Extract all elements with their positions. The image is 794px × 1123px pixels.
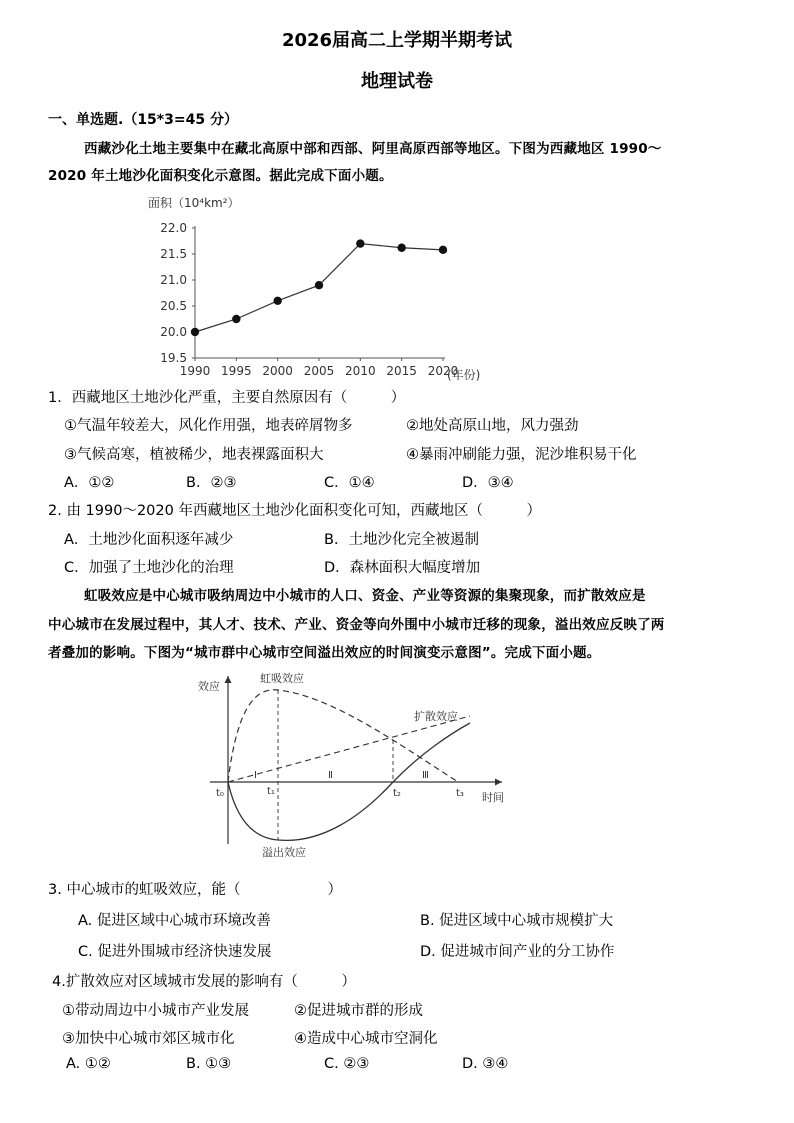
x-tick-label: 1990 <box>179 364 211 378</box>
data-point <box>439 246 447 254</box>
q1-stem: 1．西藏地区土地沙化严重，主要自然原因有（ ） <box>48 390 406 406</box>
siphon-label: 虹吸效应 <box>260 672 304 685</box>
q4-option-a[interactable]: A. ①② <box>66 1056 111 1072</box>
passage1-line1: 西藏沙化土地主要集中在藏北高原中部和西部、阿里高原西部等地区。下图为西藏地区 1990～ <box>84 141 662 157</box>
q1-statement-2: ②地处高原山地，风力强劲 <box>406 418 579 434</box>
q3-option-d[interactable]: D. 促进城市间产业的分工协作 <box>420 944 615 960</box>
chart-ylabel: 面积（10⁴km²） <box>148 196 240 210</box>
t3-label: t₃ <box>456 788 464 799</box>
q4-statement-3: ③加快中心城市郊区城市化 <box>62 1031 235 1047</box>
data-point <box>397 244 405 252</box>
chart-xunit: (年份) <box>447 368 481 382</box>
q1-statement-1: ①气温年较差大，风化作用强，地表碎屑物多 <box>64 418 353 434</box>
exam-subtitle: 地理试卷 <box>361 71 433 92</box>
chart-axes <box>195 226 445 358</box>
x-tick-label: 2010 <box>345 364 376 378</box>
spillover-label: 溢出效应 <box>262 846 306 859</box>
y-tick-label: 20.5 <box>160 299 187 313</box>
q2-option-c[interactable]: C．加强了土地沙化的治理 <box>64 560 234 576</box>
q2-option-b[interactable]: B．土地沙化完全被遏制 <box>324 532 479 548</box>
x-tick-label: 2000 <box>262 364 293 378</box>
t0-label: t₀ <box>216 788 224 799</box>
stage-2-label: Ⅱ <box>328 770 333 781</box>
q4-statement-1: ①带动周边中小城市产业发展 <box>62 1003 249 1019</box>
spillover-effect-diagram <box>190 668 520 863</box>
desertification-line-chart <box>140 190 520 386</box>
siphon-curve <box>228 690 458 782</box>
q2-stem: 2. 由 1990～2020 年西藏地区土地沙化面积变化可知，西藏地区（ ） <box>48 503 541 519</box>
stage-3-label: Ⅲ <box>422 770 429 781</box>
q1-statement-3: ③气候高寒，植被稀少，地表裸露面积大 <box>64 447 324 463</box>
q3-stem: 3. 中心城市的虹吸效应，能（ ） <box>48 882 342 898</box>
data-point <box>232 315 240 323</box>
q1-option-d[interactable]: D．③④ <box>462 475 514 491</box>
y-tick-label: 19.5 <box>160 351 187 365</box>
q1-statement-4: ④暴雨冲刷能力强，泥沙堆积易干化 <box>406 447 637 463</box>
x-tick-label: 2005 <box>303 364 335 378</box>
q2-option-d[interactable]: D．森林面积大幅度增加 <box>324 560 481 576</box>
q1-option-c[interactable]: C．①④ <box>324 475 375 491</box>
data-point <box>356 239 364 247</box>
data-point <box>273 297 281 305</box>
data-point <box>315 281 323 289</box>
q1-option-a[interactable]: A．①② <box>64 475 115 491</box>
q3-option-c[interactable]: C. 促进外围城市经济快速发展 <box>78 944 272 960</box>
t2-label: t₂ <box>393 788 401 799</box>
y-tick-label: 21.0 <box>160 273 187 287</box>
passage2-line1: 虹吸效应是中心城市吸纳周边中小城市的人口、资金、产业等资源的集聚现象，而扩散效应是 <box>84 588 646 604</box>
x-ticks <box>180 358 459 378</box>
q4-stem: 4.扩散效应对区域城市发展的影响有（ ） <box>52 974 356 990</box>
x-axis-label: 时间 <box>482 791 504 804</box>
y-tick-label: 20.0 <box>160 325 187 339</box>
diffusion-line <box>228 716 470 782</box>
q4-statement-4: ④造成中心城市空洞化 <box>294 1031 438 1047</box>
y-axis-label: 效应 <box>198 680 220 693</box>
x-tick-label: 2015 <box>386 364 417 378</box>
q4-option-b[interactable]: B. ①③ <box>186 1056 232 1072</box>
passage1-line2: 2020 年土地沙化面积变化示意图。据此完成下面小题。 <box>48 168 393 184</box>
exam-title: 2026届高二上学期半期考试 <box>281 30 513 51</box>
t1-label: t₁ <box>267 786 275 797</box>
y-tick-label: 22.0 <box>160 221 187 235</box>
y-tick-label: 21.5 <box>160 247 187 261</box>
q4-statement-2: ②促进城市群的形成 <box>294 1003 423 1019</box>
passage2-line3: 者叠加的影响。下图为“城市群中心城市空间溢出效应的时间演变示意图”。完成下面小题。 <box>48 645 601 661</box>
x-tick-label: 1995 <box>221 364 252 378</box>
q3-option-b[interactable]: B. 促进区域中心城市规模扩大 <box>420 913 614 929</box>
section-heading: 一、单选题.（15*3=45 分） <box>48 112 238 128</box>
q1-option-b[interactable]: B．②③ <box>186 475 237 491</box>
q3-option-a[interactable]: A. 促进区域中心城市环境改善 <box>78 913 271 929</box>
diffusion-label: 扩散效应 <box>414 710 458 723</box>
x-tick-label: 2020 <box>427 364 459 378</box>
y-ticks <box>160 221 195 365</box>
stage-1-label: Ⅰ <box>254 770 257 781</box>
q4-option-d[interactable]: D. ③④ <box>462 1056 509 1072</box>
passage2-line2: 中心城市在发展过程中，其人才、技术、产业、资金等向外围中小城市迁移的现象，溢出效应反映了两 <box>48 617 665 633</box>
q2-option-a[interactable]: A．土地沙化面积逐年减少 <box>64 532 234 548</box>
data-point <box>191 328 199 336</box>
q4-option-c[interactable]: C. ②③ <box>324 1056 370 1072</box>
